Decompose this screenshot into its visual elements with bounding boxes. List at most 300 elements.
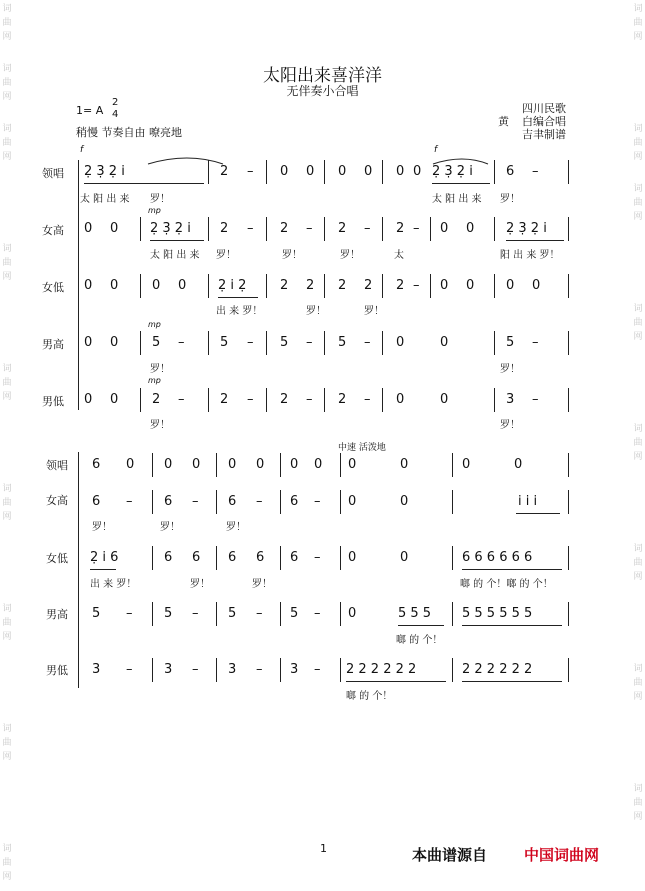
lyric: 罗！ <box>226 522 246 533</box>
lyric: 出 来 罗！ <box>216 306 263 317</box>
watermark-char: 曲 <box>2 258 12 268</box>
underline <box>462 569 562 570</box>
note: – <box>364 221 371 236</box>
barline <box>208 331 209 355</box>
watermark-char: 曲 <box>2 378 12 388</box>
barline <box>216 602 217 626</box>
watermark-char: 网 <box>2 632 12 642</box>
dynamic-mp: mp <box>148 206 161 215</box>
note: 2 <box>396 278 405 293</box>
soprano-measure-9: 2̣ 3̣ 2̣ i <box>506 221 547 236</box>
barline <box>568 546 569 570</box>
note: – <box>532 335 539 350</box>
note: 6 <box>506 164 515 179</box>
underline <box>462 625 562 626</box>
soprano-measure-2: 2̣ 3̣ 2̣ i <box>150 221 191 236</box>
note: 0 <box>348 606 357 621</box>
note: – <box>126 606 133 621</box>
note: 5 <box>280 335 289 350</box>
note: – <box>413 221 420 236</box>
note: 3 <box>164 662 173 677</box>
barline <box>568 217 569 241</box>
watermark-char: 曲 <box>2 618 12 628</box>
credit-arranger-role: 白编合唱 <box>522 115 566 128</box>
watermark-char: 词 <box>633 304 643 314</box>
note: – <box>256 494 263 509</box>
lyric: 太 阳 出 来 <box>150 250 200 261</box>
watermark-char: 网 <box>2 872 12 882</box>
note: 2 <box>220 164 229 179</box>
dynamic-f: f <box>434 145 438 155</box>
note: 6 <box>290 494 299 509</box>
note: 0 <box>514 457 523 472</box>
note: 3 <box>228 662 237 677</box>
note: 2 <box>152 392 161 407</box>
note: 0 <box>110 335 119 350</box>
lyric: 出 来 罗！ <box>90 579 137 590</box>
note: – <box>306 221 313 236</box>
note: 0 <box>84 221 93 236</box>
note: – <box>256 662 263 677</box>
note: 3 <box>92 662 101 677</box>
barline <box>208 388 209 412</box>
note: 6 <box>256 550 265 565</box>
note: – <box>413 278 420 293</box>
barline <box>568 274 569 298</box>
barline <box>340 453 341 477</box>
lyric: 罗！ <box>500 364 520 375</box>
note: 0 <box>256 457 265 472</box>
barline <box>280 546 281 570</box>
note: 2 <box>220 392 229 407</box>
note: 0 <box>306 164 315 179</box>
score-title: 太阳出来喜洋洋 <box>263 66 382 86</box>
barline <box>266 217 267 241</box>
note: 5 <box>152 335 161 350</box>
note: – <box>192 606 199 621</box>
note: 0 <box>396 164 405 179</box>
watermark-char: 词 <box>633 184 643 194</box>
watermark-char: 词 <box>633 424 643 434</box>
barline <box>324 160 325 184</box>
barline <box>208 274 209 298</box>
lyric: 太 阳 出 来 <box>80 194 130 205</box>
system-bracket <box>78 160 79 410</box>
underline <box>516 513 560 514</box>
note: 6 <box>92 494 101 509</box>
note: 5 <box>506 335 515 350</box>
note: 0 <box>532 278 541 293</box>
watermark-char: 词 <box>2 244 12 254</box>
note: 0 <box>84 278 93 293</box>
note: 0 <box>110 278 119 293</box>
barline <box>382 274 383 298</box>
barline <box>568 490 569 514</box>
note: 0 <box>413 164 422 179</box>
note: 0 <box>440 278 449 293</box>
note: 6 <box>92 457 101 472</box>
note: 0 <box>84 335 93 350</box>
watermark-char: 词 <box>2 4 12 14</box>
barline <box>430 217 431 241</box>
barline <box>494 388 495 412</box>
barline <box>382 160 383 184</box>
note: – <box>306 392 313 407</box>
soprano-final-measure: i i i <box>518 494 538 509</box>
watermark-char: 网 <box>2 32 12 42</box>
barline <box>152 658 153 682</box>
barline <box>452 602 453 626</box>
footer-source-label: 本曲谱源自 <box>412 846 488 864</box>
lyric: 罗！ <box>340 250 360 261</box>
note: – <box>178 335 185 350</box>
note: 6 <box>164 550 173 565</box>
note: 6 <box>228 550 237 565</box>
note: – <box>364 392 371 407</box>
barline <box>452 490 453 514</box>
note: 0 <box>466 221 475 236</box>
lyric: 罗！ <box>92 522 112 533</box>
watermark-char: 曲 <box>2 738 12 748</box>
tenor-measure-end-2: 5 5 5 5 5 5 <box>462 606 533 621</box>
note: 0 <box>228 457 237 472</box>
barline <box>340 602 341 626</box>
watermark-char: 网 <box>633 452 643 462</box>
lyric: 罗！ <box>500 194 520 205</box>
watermark-char: 词 <box>633 4 643 14</box>
credit-engraver: 吉聿制谱 <box>522 128 566 141</box>
barline <box>280 658 281 682</box>
note: 5 <box>290 606 299 621</box>
barline <box>140 274 141 298</box>
barline <box>430 274 431 298</box>
watermark-char: 网 <box>633 212 643 222</box>
dynamic-mp: mp <box>148 376 161 385</box>
tenor-measure-end-1: 5 5 5 <box>398 606 432 621</box>
barline <box>340 546 341 570</box>
lyric: 太 阳 出 来 <box>432 194 482 205</box>
watermark-char: 词 <box>2 484 12 494</box>
note: 0 <box>348 457 357 472</box>
barline <box>208 160 209 184</box>
lyric: 啷 的 个！ <box>346 691 393 702</box>
watermark-char: 曲 <box>633 318 643 328</box>
note: 2 <box>338 221 347 236</box>
barline <box>152 546 153 570</box>
note: 0 <box>110 221 119 236</box>
lyric: 罗！ <box>216 250 236 261</box>
part-label-soprano: 女高 <box>46 494 68 507</box>
note: 2 <box>338 278 347 293</box>
lyric: 阳 出 来 罗！ <box>500 250 560 261</box>
watermark-char: 曲 <box>633 798 643 808</box>
score-subtitle: 无伴奏小合唱 <box>286 84 359 98</box>
note: 0 <box>396 335 405 350</box>
note: 6 <box>228 494 237 509</box>
bass-measure-end-2: 2 2 2 2 2 2 <box>462 662 533 677</box>
barline <box>452 658 453 682</box>
barline <box>152 602 153 626</box>
watermark-char: 词 <box>2 604 12 614</box>
watermark-char: 曲 <box>2 78 12 88</box>
note: 0 <box>506 278 515 293</box>
underline <box>346 681 446 682</box>
barline <box>152 453 153 477</box>
note: 0 <box>178 278 187 293</box>
watermark-char: 网 <box>633 332 643 342</box>
note: 2 <box>280 221 289 236</box>
note: – <box>314 606 321 621</box>
barline <box>494 217 495 241</box>
barline <box>208 217 209 241</box>
barline <box>324 331 325 355</box>
barline <box>568 160 569 184</box>
note: 0 <box>164 457 173 472</box>
part-label-soprano: 女高 <box>42 224 64 237</box>
dynamic-f: f <box>80 145 84 155</box>
watermark-char: 网 <box>2 272 12 282</box>
barline <box>494 160 495 184</box>
watermark-char: 曲 <box>633 678 643 688</box>
note: 0 <box>152 278 161 293</box>
underline <box>218 297 258 298</box>
part-label-bass: 男低 <box>42 395 64 408</box>
note: 6 <box>164 494 173 509</box>
note: 3 <box>506 392 515 407</box>
note: – <box>247 392 254 407</box>
lead-measure-8: 2̣ 3̣ 2̣ i <box>432 164 473 179</box>
watermark-char: 词 <box>2 724 12 734</box>
watermark-char: 曲 <box>633 18 643 28</box>
barline <box>452 453 453 477</box>
watermark-char: 词 <box>633 544 643 554</box>
note: – <box>192 494 199 509</box>
part-label-tenor: 男高 <box>42 338 64 351</box>
barline <box>266 160 267 184</box>
part-label-lead: 领唱 <box>42 167 64 180</box>
barline <box>140 388 141 412</box>
dynamic-mp: mp <box>148 320 161 329</box>
watermark-char: 曲 <box>633 558 643 568</box>
note: – <box>532 392 539 407</box>
part-label-tenor: 男高 <box>46 608 68 621</box>
note: 2 <box>338 392 347 407</box>
note: 0 <box>462 457 471 472</box>
watermark-char: 网 <box>2 752 12 762</box>
time-signature-bottom: 4 <box>112 109 119 120</box>
barline <box>340 658 341 682</box>
barline <box>280 453 281 477</box>
lead-measure-1: 2̣ 3̣ 2̣ i <box>84 164 125 179</box>
lyric: 太 <box>394 250 404 261</box>
barline <box>140 331 141 355</box>
key-signature: 1= A <box>76 104 104 117</box>
tempo-marking: 稍慢 节奏自由 嘹亮地 <box>76 126 182 139</box>
note: – <box>192 662 199 677</box>
lyric: 罗！ <box>306 306 326 317</box>
barline <box>340 490 341 514</box>
note: – <box>178 392 185 407</box>
alto-final-measure: 6 6 6 6 6 6 <box>462 550 533 565</box>
note: 2 <box>280 392 289 407</box>
lyric: 啷 的 个！ <box>396 635 443 646</box>
barline <box>280 490 281 514</box>
watermark-char: 网 <box>633 152 643 162</box>
note: 0 <box>110 392 119 407</box>
lyric: 罗！ <box>252 579 272 590</box>
barline <box>140 217 141 241</box>
barline <box>568 602 569 626</box>
page-number: 1 <box>320 842 327 855</box>
barline <box>568 331 569 355</box>
note: 2 <box>364 278 373 293</box>
note: – <box>314 550 321 565</box>
watermark-char: 词 <box>2 124 12 134</box>
note: – <box>532 164 539 179</box>
barline <box>324 217 325 241</box>
underline <box>84 183 204 184</box>
note: 2 <box>280 278 289 293</box>
note: 6 <box>192 550 201 565</box>
watermark-char: 词 <box>2 364 12 374</box>
note: 0 <box>338 164 347 179</box>
barline <box>266 388 267 412</box>
note: – <box>126 662 133 677</box>
part-label-alto: 女低 <box>46 552 68 565</box>
barline <box>568 388 569 412</box>
lyric: 罗！ <box>282 250 302 261</box>
underline <box>150 240 204 241</box>
note: 5 <box>228 606 237 621</box>
barline <box>494 274 495 298</box>
note: – <box>314 662 321 677</box>
alto-measure-3: 2̣ i 2̣ <box>218 278 247 293</box>
note: 0 <box>314 457 323 472</box>
bass-measure-end-1: 2 2 2 2 2 2 <box>346 662 417 677</box>
lyric: 罗！ <box>364 306 384 317</box>
credit-arranger-surname: 黄 <box>498 115 509 128</box>
lyric: 罗！ <box>190 579 210 590</box>
barline <box>382 331 383 355</box>
note: – <box>314 494 321 509</box>
barline <box>216 546 217 570</box>
underline <box>432 183 490 184</box>
barline <box>216 658 217 682</box>
underline <box>462 681 562 682</box>
watermark-char: 网 <box>633 812 643 822</box>
note: – <box>256 606 263 621</box>
note: – <box>247 335 254 350</box>
note: 3 <box>290 662 299 677</box>
note: 5 <box>338 335 347 350</box>
note: 0 <box>400 550 409 565</box>
note: 0 <box>440 221 449 236</box>
note: 0 <box>400 494 409 509</box>
watermark-char: 曲 <box>2 858 12 868</box>
underline <box>90 569 116 570</box>
watermark-char: 曲 <box>633 198 643 208</box>
watermark-char: 词 <box>2 64 12 74</box>
note: 0 <box>400 457 409 472</box>
note: 0 <box>466 278 475 293</box>
tempo-change: 中速 活泼地 <box>338 443 386 453</box>
note: 0 <box>290 457 299 472</box>
alto-first-measure: 2̣ i 6 <box>90 550 119 565</box>
lyric: 罗！ <box>150 420 170 431</box>
watermark-char: 网 <box>633 692 643 702</box>
note: 5 <box>164 606 173 621</box>
barline <box>568 658 569 682</box>
watermark-char: 曲 <box>2 498 12 508</box>
part-label-lead: 领唱 <box>46 459 68 472</box>
watermark-char: 曲 <box>2 18 12 28</box>
barline <box>494 331 495 355</box>
note: 0 <box>440 335 449 350</box>
note: 5 <box>92 606 101 621</box>
barline <box>280 602 281 626</box>
underline <box>506 240 564 241</box>
part-label-alto: 女低 <box>42 281 64 294</box>
note: 0 <box>396 392 405 407</box>
watermark-char: 网 <box>2 512 12 522</box>
barline <box>452 546 453 570</box>
note: 0 <box>280 164 289 179</box>
lyric: 罗！ <box>160 522 180 533</box>
note: 2 <box>396 221 405 236</box>
lyric: 罗！ <box>500 420 520 431</box>
footer-brand-link[interactable]: 中国词曲网 <box>524 846 600 864</box>
watermark-char: 曲 <box>633 138 643 148</box>
barline <box>266 274 267 298</box>
barline <box>324 274 325 298</box>
note: 0 <box>440 392 449 407</box>
barline <box>324 388 325 412</box>
watermark-char: 网 <box>633 572 643 582</box>
lyric: 罗！ <box>150 194 170 205</box>
note: – <box>247 221 254 236</box>
system-bracket <box>78 452 79 688</box>
barline <box>152 490 153 514</box>
watermark-char: 曲 <box>633 438 643 448</box>
lyric: 罗！ <box>150 364 170 375</box>
watermark-char: 网 <box>2 92 12 102</box>
note: 0 <box>84 392 93 407</box>
lyric: 啷 的 个！啷 的 个！ <box>460 579 553 590</box>
barline <box>382 388 383 412</box>
watermark-char: 网 <box>2 152 12 162</box>
note: 6 <box>290 550 299 565</box>
watermark-char: 词 <box>2 844 12 854</box>
barline <box>216 490 217 514</box>
watermark-char: 网 <box>2 392 12 402</box>
system-1-slurs <box>78 152 566 168</box>
note: 0 <box>364 164 373 179</box>
watermark-char: 网 <box>633 32 643 42</box>
note: 0 <box>192 457 201 472</box>
part-label-bass: 男低 <box>46 664 68 677</box>
watermark-char: 曲 <box>2 138 12 148</box>
underline <box>398 625 444 626</box>
note: – <box>306 335 313 350</box>
note: 0 <box>126 457 135 472</box>
watermark-char: 词 <box>633 784 643 794</box>
barline <box>382 217 383 241</box>
note: – <box>247 164 254 179</box>
note: – <box>364 335 371 350</box>
barline <box>568 453 569 477</box>
note: 2 <box>220 221 229 236</box>
note: 0 <box>348 494 357 509</box>
